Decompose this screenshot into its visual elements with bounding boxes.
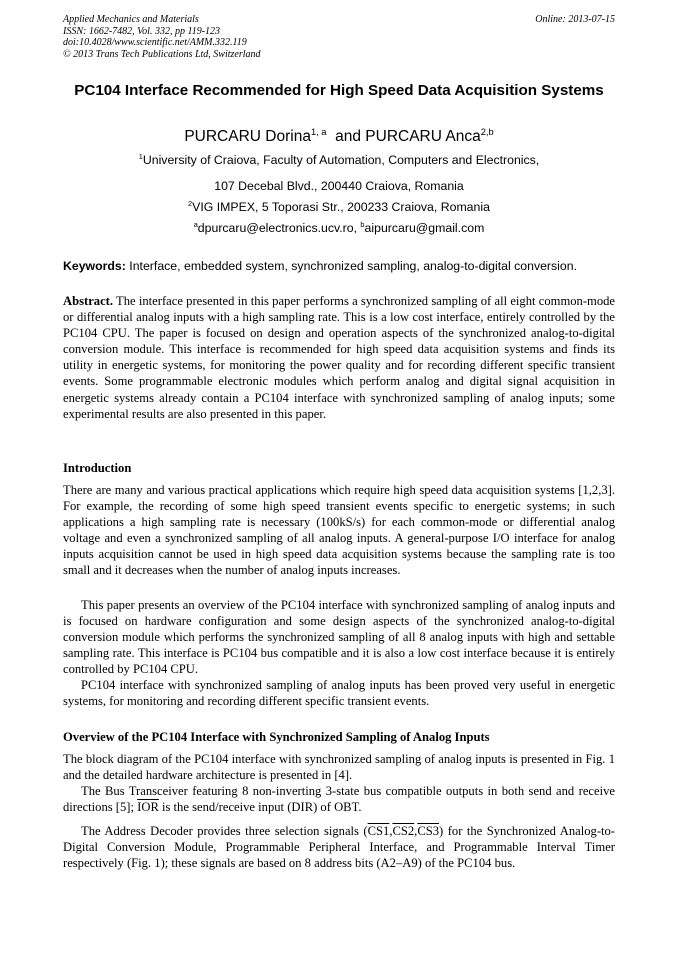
affiliation-1-line-2: 107 Decebal Blvd., 200440 Craiova, Romania (214, 179, 464, 193)
affiliation-1-line-1 (63, 152, 615, 168)
abstract (63, 293, 615, 422)
author-and: and (335, 128, 361, 145)
cs3-signal: CS3 (417, 824, 440, 838)
keywords-label: Keywords: (63, 259, 126, 273)
comma-2: , (414, 824, 418, 838)
overview-paragraph-3 (63, 823, 615, 871)
paper-title: PC104 Interface Recommended for High Speed Data Acquisition Systems (74, 82, 604, 99)
overview-p2-text-a: The Bus Transceiver featuring 8 non-inverting 3-state bus compatible outputs in both send and receive directions [5]; (63, 784, 615, 815)
aff-2-text: VIG IMPEX, 5 Toporasi Str., 200233 Craiova, Romania (192, 200, 490, 214)
aff-1-sup: 1 (138, 151, 143, 161)
cs2-signal: CS2 (392, 824, 415, 838)
overview-p3-text-b: ) for the Synchronized Analog-to-Digital Conversion Module, Programmable Peripheral Interface, and Programmable Interval Timer respectively (Fig. 1); these signals are based on 8 address bits (A2–A9) of the PC104 bus. (63, 824, 615, 871)
overview-p2-text-b: is the send/receive input (DIR) of OBT. (158, 800, 362, 815)
ior-signal: $\overline{IOR}$ (137, 800, 159, 815)
doi-line: doi:10.4028/www.scientific.net/AMM.332.119 (63, 37, 247, 48)
copyright-line: © 2013 Trans Tech Publications Ltd, Switzerland (63, 48, 261, 60)
author-2: PURCARU Anca (365, 128, 481, 145)
aff-1-text: University of Craiova, Faculty of Automation, Computers and Electronics, (142, 153, 540, 167)
overview-paragraph-2 (63, 783, 615, 815)
email-a: dpurcaru@electronics.ucv.ro, (197, 221, 357, 235)
comma-1: , (389, 824, 393, 838)
keywords (63, 258, 615, 274)
author-line (63, 128, 615, 146)
abstract-label: Abstract. (63, 294, 114, 308)
cs1-signal: CS1 (367, 824, 390, 838)
issn-line: ISSN: 1662-7482, Vol. 332, pp 119-123 (63, 25, 221, 37)
affiliation-2 (63, 199, 615, 215)
email-a-sup: a (193, 219, 198, 229)
author-1: PURCARU Dorina (184, 128, 311, 145)
journal-name: Applied Mechanics and Materials (63, 14, 199, 25)
author-2-sup: 2,b (480, 126, 494, 137)
author-1-sup: 1, a (310, 126, 327, 137)
overview-p3-text-a: The Address Decoder provides three selection signals ( (81, 824, 368, 838)
online-date: Online: 2013-07-15 (535, 14, 615, 25)
overview-paragraph-1: The block diagram of the PC104 interface with synchronized sampling of analog inputs is presented in Fig. 1 and the detailed hardware architecture is presented in [4]. (63, 752, 615, 783)
intro-paragraph-1: There are many and various practical applications which require high speed data acquisition systems [1,2,3]. For example, the recording of some high speed transient events specific to energetic systems; in such applications a high sampling rate is necessary (100kS/s) for each common-mode or differential analog voltage and even a synchronized sampling of all analog inputs. A general-purpose I/O interface for analog inputs acquisition cannot be used in high speed data acquisition systems because the sampling rate is too small and it decreases when the number of analog inputs increases. (63, 483, 615, 578)
email-b: aipurcaru@gmail.com (364, 221, 485, 235)
journal-header (63, 14, 615, 60)
intro-paragraph-2: This paper presents an overview of the PC104 interface with synchronized sampling of analog inputs and is focused on hardware configuration and some design aspects of the synchronized analog-to-digital conversion module which performs the synchronized sampling of all 8 analog inputs with high and settable sampling rate. This interface is PC104 bus compatible and it is also a low cost interface because it is entirely controlled by PC104 CPU. (63, 598, 615, 677)
intro-paragraph-3: PC104 interface with synchronized sampling of analog inputs has been proved very useful in energetic systems, for monitoring and recording different specific transient events. (63, 678, 615, 709)
overview-heading: Overview of the PC104 Interface with Synchronized Sampling of Analog Inputs (63, 730, 490, 744)
email-b-sup: b (360, 219, 365, 229)
abstract-text: The interface presented in this paper performs a synchronized sampling of all eight common-mode or differential analog inputs with a high sampling rate. This is a low cost interface, entirely controlled by the PC104 CPU. The paper is focused on design and operation aspects of the synchronized analog-to-digital conversion module. This interface is recommended for high speed data acquisition systems and finds its utility in energetic systems, for monitoring the power quality and for recording different specific transient events. Some programmable electronic modules which perform analog and digital signal acquisition in energetic systems already contain a PC104 interface with synchronized sampling of analog inputs; some experimental results are also presented in this paper. (63, 294, 616, 421)
introduction-heading: Introduction (63, 461, 132, 475)
aff-2-sup: 2 (188, 198, 193, 208)
keywords-text: Interface, embedded system, synchronized sampling, analog-to-digital conversion. (129, 259, 578, 273)
emails (63, 220, 615, 236)
